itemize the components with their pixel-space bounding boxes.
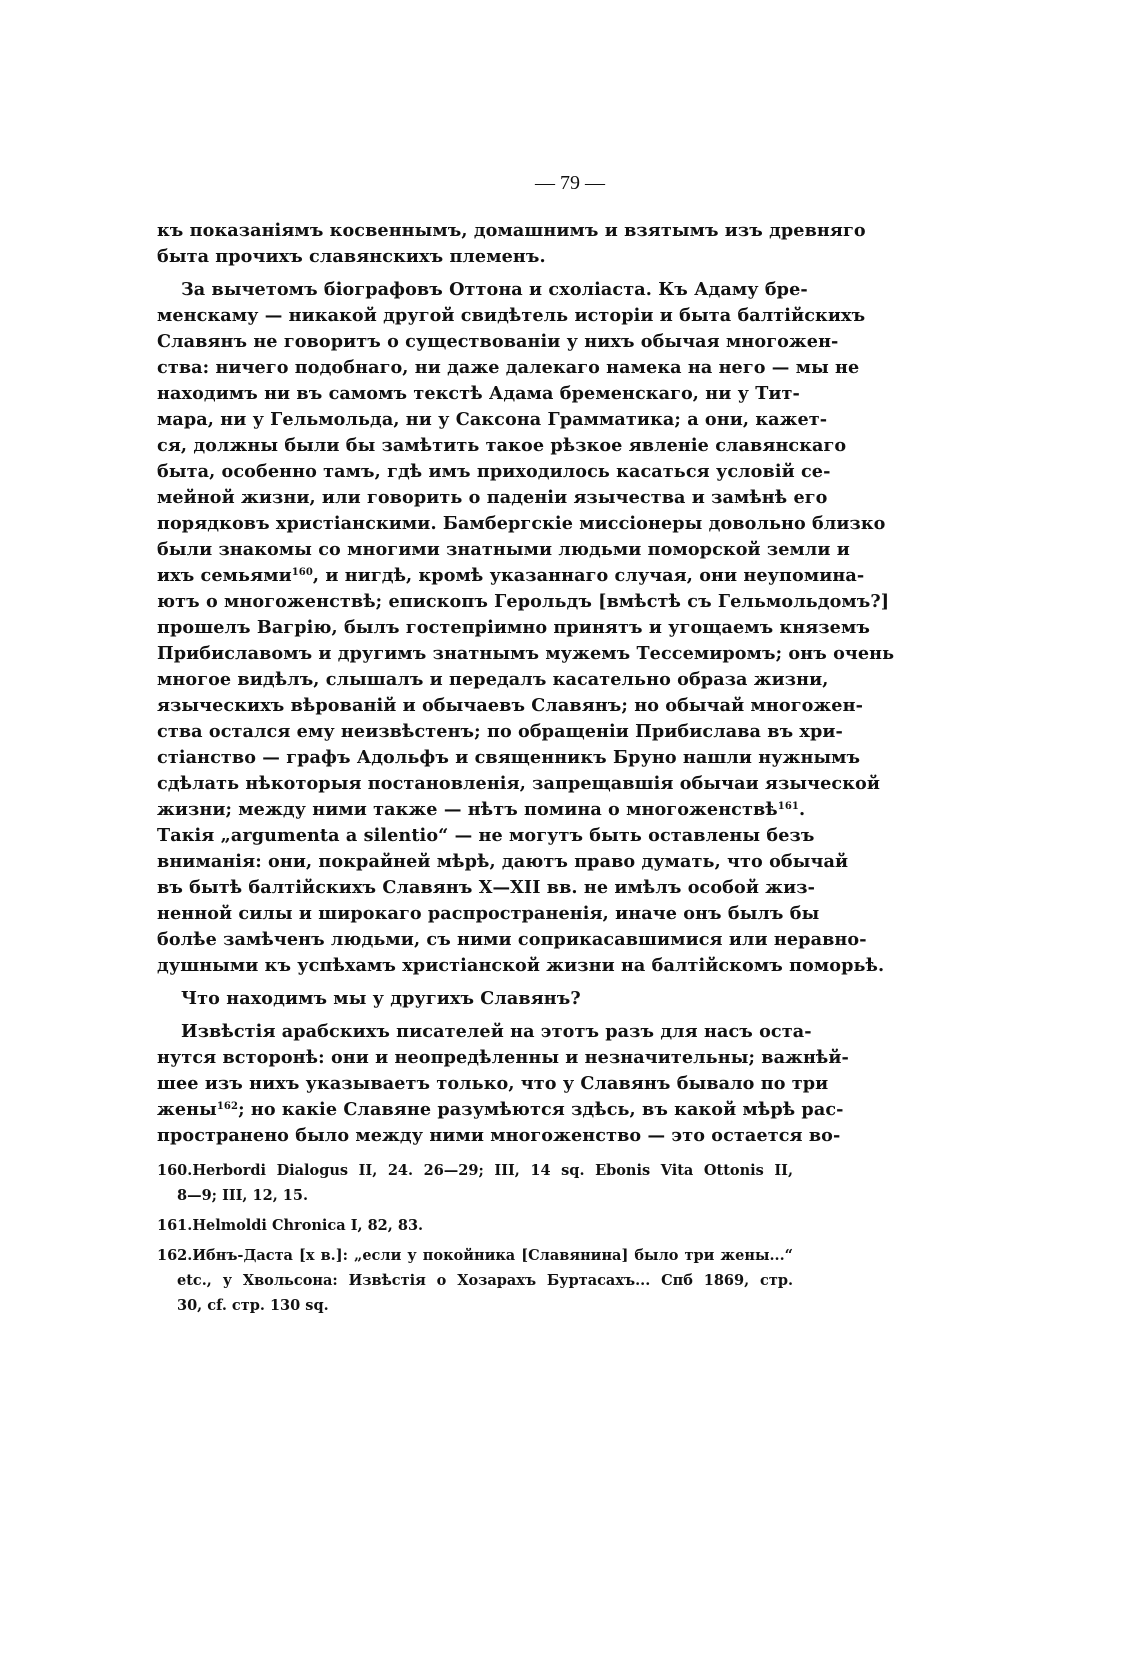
text-line: ихъ семьями$^{160}$, и нигдѣ, кромѣ указаннаго случая, они неупомина- [157, 565, 865, 586]
footnote-line [157, 1213, 793, 1238]
text-line: ства: ничего подобнаго, ни даже далекаго намека на него — мы не [157, 357, 860, 378]
footnote-line: etc., у Хвольсона: Извѣстія о Хозарахъ Буртасахъ... Спб 1869, стр. [177, 1272, 793, 1289]
text-line: вниманія: они, покрайней мѣрѣ, даютъ право думать, что обычай [157, 851, 849, 872]
footnote-number: 161. [157, 1217, 193, 1234]
text-line: въ бытѣ балтійскихъ Славянъ X—XII вв. не имѣлъ особой жиз- [157, 877, 815, 898]
text-line: Прибиславомъ и другимъ знатнымъ мужемъ Тессемиромъ; онъ очень [157, 643, 895, 664]
footnote-ref[interactable]: 160 [291, 567, 313, 578]
text-line: жены$^{162}$; но какіе Славяне разумѣются здѣсь, въ какой мѣрѣ рас- [157, 1099, 844, 1120]
paragraph [157, 218, 866, 270]
footnote-text: Herbordi Dialogus II, 24. 26—29; III, 14 sq. Ebonis Vita Ottonis II, [192, 1162, 793, 1179]
footnote [157, 1213, 793, 1238]
text-line: душными къ успѣхамъ христіанской жизни на балтійскомъ поморьѣ. [157, 955, 885, 976]
text-line: ства остался ему неизвѣстенъ; по обращеніи Прибислава въ хри- [157, 721, 843, 742]
footnote-text: Ибнъ-Даста [x в.]: „если у покойника [Славянина] было три жены...“ [192, 1247, 793, 1264]
text-line: прошелъ Вагрію, былъ гостепріимно принятъ и угощаемъ княземъ [157, 617, 870, 638]
footnote-line: 8—9; III, 12, 15. [177, 1187, 309, 1204]
text-line: сдѣлать нѣкоторыя постановленія, запрещавшія обычаи языческой [157, 773, 881, 794]
footnote-number: 162. [157, 1247, 193, 1264]
text-line: ненной силы и широкаго распространенія, иначе онъ былъ бы [157, 903, 820, 924]
paragraph [157, 986, 793, 1012]
text-line: многое видѣлъ, слышалъ и передалъ касательно образа жизни, [157, 669, 829, 690]
text-line: стіанство — графъ Адольфъ и священникъ Бруно нашли нужнымъ [157, 747, 861, 768]
text-line: порядковъ христіанскими. Бамбергскіе миссіонеры довольно близко [157, 513, 886, 534]
text-line: быта, особенно тамъ, гдѣ имъ приходилось касаться условій се- [157, 461, 831, 482]
text-line: быта прочихъ славянскихъ племенъ. [157, 246, 546, 267]
text-line: Извѣстія арабскихъ писателей на этотъ разъ для насъ оста- [181, 1021, 812, 1042]
text-line: ютъ о многоженствѣ; епископъ Герольдъ [вмѣстѣ съ Гельмольдомъ?] [157, 591, 890, 612]
footnote [157, 1243, 793, 1318]
text-line: ся, должны были бы замѣтить такое рѣзкое явленіе славянскаго [157, 435, 847, 456]
text-line: менскаму — никакой другой свидѣтель исторіи и быта балтійскихъ [157, 305, 866, 326]
paragraph [157, 1019, 849, 1149]
footnote-line [157, 1158, 793, 1183]
text-line: жизни; между ними также — нѣтъ помина о многоженствѣ$^{161}$. [157, 799, 806, 820]
text-line: къ показаніямъ косвеннымъ, домашнимъ и взятымъ изъ древняго [157, 220, 866, 241]
text-line: Что находимъ мы у другихъ Славянъ? [181, 988, 581, 1009]
text-line: болѣе замѣченъ людьми, съ ними соприкасавшимися или неравно- [157, 929, 867, 950]
text-line: нутся всторонѣ: они и неопредѣленны и незначительны; важнѣй- [157, 1047, 849, 1068]
footnote-line [157, 1243, 793, 1268]
footnote-text: Helmoldi Chronica I, 82, 83. [192, 1217, 424, 1234]
text-line: мейной жизни, или говорить о паденіи язычества и замѣнѣ его [157, 487, 828, 508]
footnote-ref[interactable]: 161 [777, 801, 799, 812]
footnote-number: 160. [157, 1162, 193, 1179]
text-line: Славянъ не говоритъ о существованіи у нихъ обычая многожен- [157, 331, 839, 352]
text-line: языческихъ вѣрованій и обычаевъ Славянъ; но обычай многожен- [157, 695, 863, 716]
footnote [157, 1158, 793, 1208]
footnote-ref[interactable]: 162 [216, 1101, 239, 1112]
text-line: мара, ни у Гельмольда, ни у Саксона Грамматика; а они, кажет- [157, 409, 828, 430]
text-line: За вычетомъ біографовъ Оттона и схоліаста. Къ Адаму бре- [181, 279, 808, 300]
paragraph [157, 277, 895, 979]
text-line: шее изъ нихъ указываетъ только, что у Славянъ бывало по три [157, 1073, 829, 1094]
text-line: находимъ ни въ самомъ текстѣ Адама бременскаго, ни у Тит- [157, 383, 800, 404]
text-line: пространено было между ними многоженство — это остается во- [157, 1125, 841, 1146]
text-line: Такія „argumenta a silentio“ — не могутъ быть оставлены безъ [157, 825, 815, 846]
footnote-line: 30, cf. стр. 130 sq. [177, 1297, 329, 1314]
text-line: были знакомы со многими знатными людьми поморской земли и [157, 539, 850, 560]
page-number: — 79 — [535, 172, 605, 194]
main-text [157, 218, 895, 1149]
footnotes [157, 1158, 793, 1318]
